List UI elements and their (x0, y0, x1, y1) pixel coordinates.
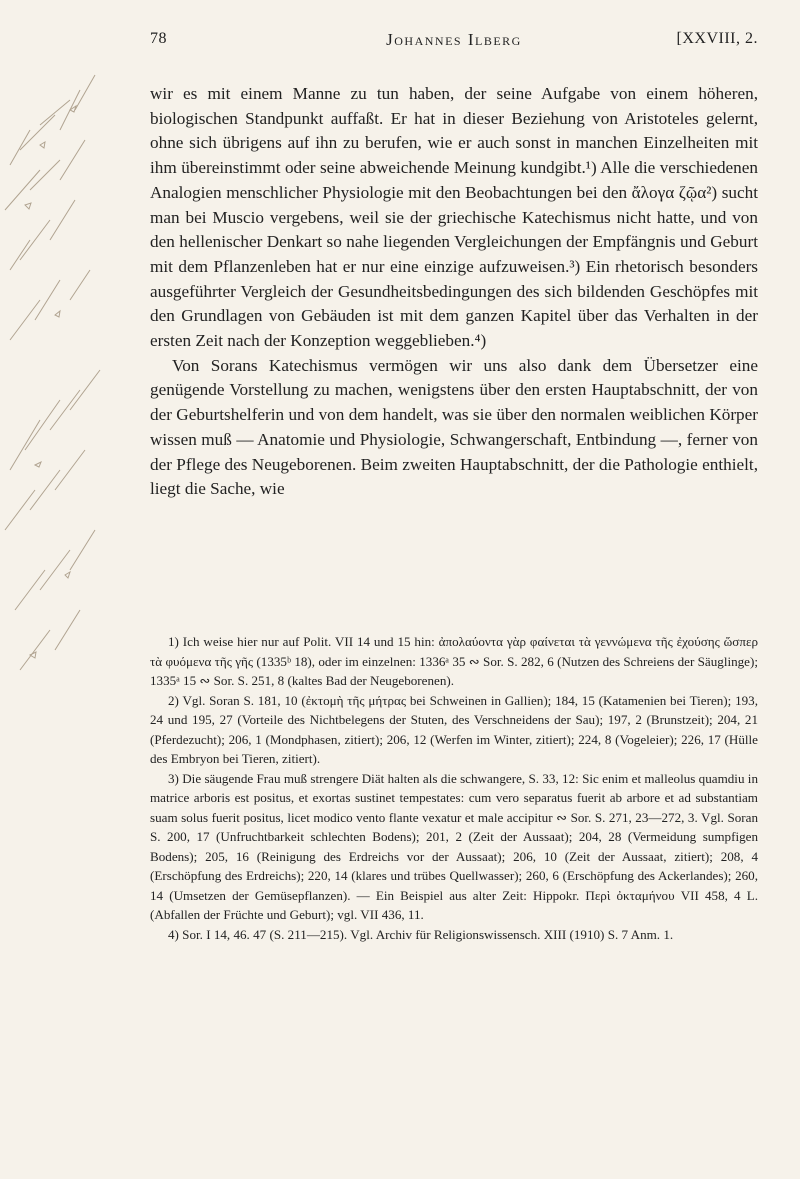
margin-ornament-image (0, 70, 120, 690)
volume-reference: [XXVIII, 2. (676, 30, 758, 47)
paragraph-2: Von Sorans Katechismus vermögen wir uns also dank dem Übersetzer eine genügende Vorstellung zu machen, wenigstens über den ersten Hauptabschnitt, der von der Geburtshelferin und von dem handelt, was sie über den normalen weiblichen Körper wissen muß — Anatomie und Physiologie, Schwangerschaft, Entbindung —, ferner von der Pflege des Neugeborenen. Beim zweiten Hauptabschnitt, der die Pathologie enthielt, liegt die Sache, wie (150, 355, 758, 499)
running-header (150, 30, 758, 56)
footnote-3: 3) Die säugende Frau muß strengere Diät halten als die schwangere, S. 33, 12: Sic enim et malleolus quamdiu in matrice arboris est positus, et exortas sustinet tempestates: cum vero separatus fuerit ab arbore et ad substantiam suam solus fuerit positus, licet modico vento flante vexatur et male accipitur ∾ Sor. S. 271, 23—272, 3. Vgl. Soran S. 200, 17 (Unfruchtbarkeit schlechten Bodens); 201, 2 (Zeit der Aussaat); 204, 28 (Vermeidung sumpfigen Bodens); 205, 16 (Reinigung des Erdreichs vor der Aussaat); 206, 10 (Zeit der Aussaat, zitiert); 208, 4 (Erschöpfung des Erdreichs); 220, 14 (klares und trübes Quellwasser); 260, 6 (Erschöpfung des Ackerlandes); 260, 14 (Umsetzen der Gemüsepflanzen). — Ein Beispiel aus alter Zeit: Hippokr. Περὶ ὀκταμήνου VII 458, 4 L. (Abfallen der Früchte und Geburt); vgl. VII 436, 11. (150, 770, 758, 922)
page-number: 78 (150, 30, 167, 47)
footnote-4: 4) Sor. I 14, 46. 47 (S. 211—215). Vgl. Archiv für Religionswissensch. XIII (1910) S. 7 Anm. 1. (168, 926, 674, 942)
paragraph-1: wir es mit einem Manne zu tun haben, der seine Aufgabe von einem höheren, biologischen Standpunkt auffaßt. Er hat in dieser Beziehung von Aristoteles gelernt, ohne sich übrigens auf ihn zu berufen, wie er auch sonst in manchen Einzelheiten mit ihm übereinstimmt oder seine abweichende Meinung kundgibt.¹) Alle die verschiedenen Analogien menschlicher Physiologie mit den Beobachtungen bei den ἄλογα ζῷα²) sucht man bei Muscio vergebens, weil sie der griechische Katechismus nicht hatte, und von den hellenischer Denkart so nahe liegenden Vergleichungen der Empfängnis und Geburt mit dem Pflanzenleben hat er nur eine einzige aufzuweisen.³) Ein rhetorisch besonders ausgeführter Vergleich der Gesundheitsbedingungen des sich bildenden Geschöpfes mit den Grundlagen von Gebäuden ist mit dem ganzen Kapitel über das Verhalten in der ersten Zeit nach der Konzeption weggeblieben.⁴) (150, 84, 758, 351)
footnotes (150, 632, 758, 944)
footnote-2: 2) Vgl. Soran S. 181, 10 (ἐκτομὴ τῆς μήτρας bei Schweinen in Gallien); 184, 15 (Katamenien bei Tieren); 193, 24 und 195, 27 (Vorteile des Nichtbelegens der Stuten, des Verschneidens der Sau); 197, 2 (Brunstzeit); 204, 21 (Pferdezucht); 206, 1 (Mondphasen, zitiert); 206, 12 (Werfen im Winter, zitiert); 224, 8 (Vogeleier); 226, 17 (Hülle des Embryon bei Tieren, zitiert). (150, 692, 758, 766)
footnote-1: 1) Ich weise hier nur auf Polit. VII 14 und 15 hin: ἀπολαύοντα γὰρ φαίνεται τὰ γεννώμενα τῆς ἐχούσης ὥσπερ τὰ φυόμενα τῆς γῆς (1335ᵇ 18), oder im einzelnen: 1336ᵃ 35 ∾ Sor. S. 282, 6 (Nutzen des Schreiens der Säuglinge); 1335ᵃ 15 ∾ Sor. S. 251, 8 (kaltes Bad der Neugeborenen). (150, 634, 758, 688)
running-title-author: Johannes Ilberg (386, 30, 522, 49)
margin-ornament-icon (0, 70, 120, 690)
main-text (150, 82, 758, 502)
